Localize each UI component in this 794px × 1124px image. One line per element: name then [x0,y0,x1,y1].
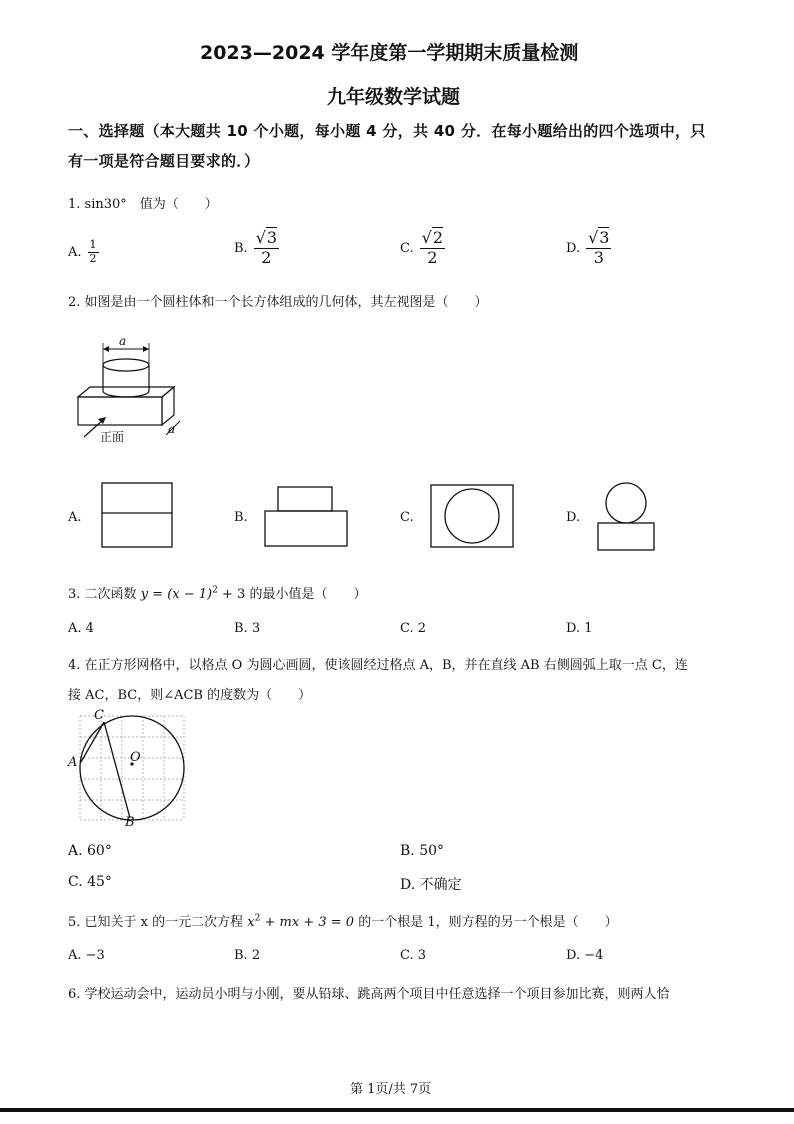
numerator [586,229,611,248]
stem-suffix: 的一个根是 1，则方程的另一个根是（ ） [358,915,618,930]
numerator [254,229,279,248]
bottom-rect [265,511,347,546]
outer-rect [431,485,513,547]
point-label-b: B [125,815,135,830]
expr-paren: (x − 1) [167,587,213,602]
option-label: A. [68,244,82,260]
expr-exponent: 2 [212,585,218,596]
q2-option-d-figure [595,482,657,552]
q4-option-c: C. 45° [68,874,112,890]
q1-option-b [234,228,279,268]
eq-tail: + mx + 3 = 0 [260,915,355,930]
section-heading-line2: 有一项是符合题目要求的．） [68,152,260,170]
q2-option-b-label: B. [234,510,248,525]
q4-option-d: D. 不确定 [400,877,462,893]
cylinder-bottom-arc [103,391,149,397]
denominator: 3 [593,247,604,267]
fig-label-front: 正面 [100,430,125,444]
outer-rect [102,483,172,547]
eq-exponent: 2 [254,913,261,924]
footer-rule [0,1108,794,1112]
top-rect [278,487,332,511]
q3-option-a: A. 4 [68,621,94,636]
q4-grid-circle-figure [76,712,188,824]
sqrt-sign: √ [588,228,599,248]
question-2-stem: 2. 如图是由一个圆柱体和一个长方体组成的几何体，其左视图是（ ） [68,295,488,310]
page-number: 第 1页/共 7页 [350,1082,432,1097]
question-4-line1: 4. 在正方形网格中，以格点 O 为圆心画圆，使该圆经过格点 A，B，并在直线 AB 右侧圆弧上取一点 C，连 [68,658,688,673]
q5-option-b: B. 2 [234,948,261,963]
segment-cb [104,722,130,818]
radicand: 2 [432,228,444,248]
q2-option-a-figure [101,482,173,548]
fraction [88,239,99,265]
fraction [420,229,445,267]
stem-suffix: 的最小值是（ ） [249,587,367,602]
exam-title: 2023—2024 学年度第一学期期末质量检测 [200,42,579,64]
cuboid-top-face [78,387,174,397]
q3-option-d: D. 1 [566,621,593,636]
exam-subtitle: 九年级数学试题 [327,86,461,108]
point-label-c: C [94,708,104,723]
top-circle [606,483,646,523]
q4-option-b: B. 50° [400,843,445,859]
question-6-stem: 6. 学校运动会中，运动员小明与小刚，要从铅球、跳高两个项目中任意选择一个项目参加比赛，则两人恰 [68,987,670,1002]
fraction [586,229,611,267]
radicand: 3 [266,228,278,248]
q2-option-b-figure [264,486,348,548]
expr-tail: + 3 [217,587,246,602]
fig-label-a-top: a [119,334,127,348]
q3-option-b: B. 3 [234,621,261,636]
cuboid-front-face [78,397,162,425]
section-heading-line1: 一、选择题（本大题共 10 个小题，每小题 4 分，共 40 分．在每小题给出的四个选项中，只 [68,122,706,140]
option-label: B. [234,240,248,256]
bottom-rect [598,523,654,550]
q2-option-c-label: C. [400,510,414,525]
option-label: C. [400,240,414,256]
cylinder-top-ellipse [103,359,149,371]
q5-option-d: D. −4 [566,948,604,963]
inner-circle [445,489,499,543]
stem-prefix: 5. 已知关于 x 的一元二次方程 [68,915,244,930]
q4-option-a: A. 60° [68,843,112,859]
fig-label-a-side: a [168,422,176,436]
numerator [420,229,445,248]
fraction [254,229,279,267]
question-1-stem: 1. sin30° 值为（ ） [68,197,218,212]
q2-option-a-label: A. [68,510,82,525]
segment-ca [81,722,104,762]
q5-option-a: A. −3 [68,948,105,963]
sqrt-sign: √ [255,228,266,248]
question-5-stem [68,911,618,930]
eq-x: x [247,915,255,930]
denominator: 2 [89,251,97,265]
q1-option-a [68,232,99,272]
arrow-head [103,346,109,352]
numerator: 1 [89,237,97,251]
question-4-line2: 接 AC，BC，则∠ACB 的度数为（ ） [68,688,312,703]
q2-option-c-figure [430,484,514,548]
arrow-head [143,346,149,352]
option-label: D. [566,240,581,256]
q1-option-c [400,228,445,268]
point-label-a: A [68,755,78,770]
q2-option-d-label: D. [566,510,581,525]
cuboid-side-face [162,387,174,425]
denominator: 2 [427,247,438,267]
radicand: 3 [599,228,610,248]
expr-eq: = [148,587,168,602]
expr-y: y [140,587,149,602]
sqrt-sign: √ [421,228,432,248]
question-3-stem [68,583,366,602]
q1-option-d [566,228,611,268]
q5-option-c: C. 3 [400,948,427,963]
q3-option-c: C. 2 [400,621,427,636]
stem-prefix: 3. 二次函数 [68,587,137,602]
circle-o [80,716,184,820]
point-label-o: O [130,750,141,765]
denominator: 2 [261,247,272,267]
